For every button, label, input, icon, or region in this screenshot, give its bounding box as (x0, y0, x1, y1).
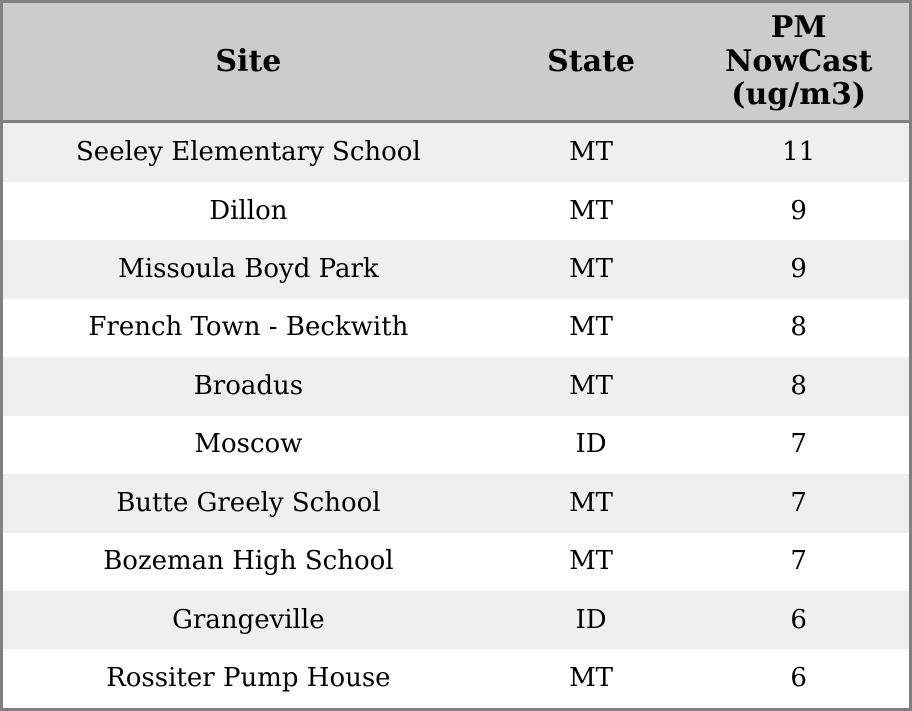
table-row (3, 416, 909, 474)
table-row (3, 357, 909, 415)
air-quality-table (3, 3, 909, 708)
cell-state: MT (569, 487, 614, 518)
table-row (3, 533, 909, 591)
column-header-site: Site (3, 3, 494, 121)
cell-site: French Town - Beckwith (88, 312, 409, 343)
cell-state: MT (569, 195, 614, 226)
cell-site: Grangeville (172, 604, 325, 635)
cell-site: Bozeman High School (103, 546, 394, 577)
table-row (3, 182, 909, 240)
table-row (3, 649, 909, 708)
cell-value: 6 (790, 663, 807, 694)
column-header-state: State (494, 3, 689, 121)
cell-state: MT (569, 136, 614, 167)
cell-site: Butte Greely School (116, 487, 381, 518)
cell-value: 6 (790, 604, 807, 635)
cell-value: 8 (790, 312, 807, 343)
cell-value: 9 (790, 254, 807, 285)
column-header-pm-nowcast (688, 3, 909, 121)
table-row (3, 240, 909, 298)
cell-state: MT (569, 312, 614, 343)
cell-value: 8 (790, 370, 807, 401)
cell-site: Seeley Elementary School (76, 136, 421, 167)
cell-state: MT (569, 546, 614, 577)
cell-site: Moscow (194, 429, 303, 460)
cell-state: ID (575, 604, 607, 635)
column-header-pm-nowcast-line1: PM (770, 10, 827, 45)
table-row (3, 474, 909, 532)
cell-value: 11 (782, 136, 816, 167)
cell-site: Rossiter Pump House (106, 663, 391, 694)
column-header-pm-nowcast-line2: NowCast (724, 43, 873, 79)
cell-value: 7 (790, 487, 807, 518)
cell-value: 9 (790, 195, 807, 226)
cell-state: ID (575, 429, 607, 460)
cell-value: 7 (790, 429, 807, 460)
table-header (3, 3, 909, 121)
table-row (3, 299, 909, 357)
cell-site: Dillon (209, 195, 288, 226)
table-row (3, 121, 909, 182)
cell-site: Broadus (193, 370, 304, 401)
table-row (3, 591, 909, 649)
table-header-row (3, 3, 909, 121)
table-body (3, 121, 909, 708)
cell-state: MT (569, 254, 614, 285)
column-header-pm-nowcast-line3: (ug/m3) (731, 77, 867, 113)
cell-site: Missoula Boyd Park (118, 254, 379, 285)
cell-state: MT (569, 370, 614, 401)
cell-value: 7 (790, 546, 807, 577)
cell-state: MT (569, 663, 614, 694)
